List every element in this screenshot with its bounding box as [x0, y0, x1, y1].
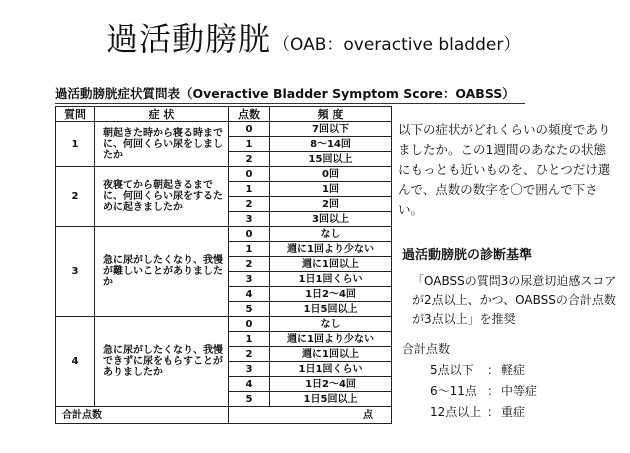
question-symptom: 急に尿がしたくなり、我慢できずに尿をもらすことがありましたか: [95, 317, 229, 407]
points-cell: 1: [229, 137, 270, 152]
frequency-cell: 週に1回より少ない: [270, 242, 392, 257]
criteria-text: 「OABSSの質問3の尿意切迫感スコアが2点以上、かつ、OABSSの合計点数が3点以上」を推奨: [412, 274, 617, 326]
total-row: [56, 407, 392, 424]
criteria-heading: 過活動膀胱の診断基準: [402, 248, 533, 263]
points-cell: 2: [229, 257, 270, 272]
points-cell: 2: [229, 197, 270, 212]
list-item: [430, 402, 537, 423]
table-row: [56, 122, 392, 137]
frequency-cell: 1日2〜4回: [270, 287, 392, 302]
points-cell: 1: [229, 242, 270, 257]
frequency-cell: 週に1回以上: [270, 257, 392, 272]
frequency-cell: 1日1回くらい: [270, 272, 392, 287]
frequency-cell: なし: [270, 227, 392, 242]
list-item: [430, 360, 537, 381]
points-cell: 0: [229, 122, 270, 137]
points-cell: 0: [229, 317, 270, 332]
points-cell: 2: [229, 347, 270, 362]
header-frequency: 頻 度: [270, 107, 392, 122]
severity-range: 12点以上: [430, 405, 482, 419]
points-cell: 5: [229, 302, 270, 317]
table-title: 過活動膀胱症状質問表（Overactive Bladder Symptom Score：OABSS）: [55, 84, 525, 104]
question-number: 4: [56, 317, 95, 407]
severity-label: 中等症: [501, 384, 538, 398]
total-label: 合計点数: [56, 407, 229, 424]
severity-colon: ：: [487, 405, 500, 419]
severity-title: 合計点数: [402, 342, 451, 356]
points-cell: 5: [229, 392, 270, 407]
header-points: 点数: [229, 107, 270, 122]
title-main: 過活動膀胱: [106, 20, 272, 58]
question-symptom: 夜寝てから朝起きるまでに、何回くらい尿をするために起きましたか: [95, 167, 229, 227]
frequency-cell: 週に1回より少ない: [270, 332, 392, 347]
header-symptom: 症 状: [95, 107, 229, 122]
page-title: [106, 14, 520, 60]
table-row: [56, 167, 392, 182]
frequency-cell: 2回: [270, 197, 392, 212]
severity-range: 6〜11点: [430, 384, 477, 398]
points-cell: 1: [229, 182, 270, 197]
question-number: 1: [56, 122, 95, 167]
points-cell: 4: [229, 377, 270, 392]
title-sub: （OAB：overactive bladder）: [273, 35, 521, 55]
frequency-cell: 1日2〜4回: [270, 377, 392, 392]
severity-range: 5点以下: [430, 363, 474, 377]
header-question: 質問: [56, 107, 95, 122]
total-unit: 点: [229, 407, 392, 424]
list-item: [430, 381, 537, 402]
question-symptom: 急に尿がしたくなり、我慢が難しいことがありましたか: [95, 227, 229, 317]
frequency-cell: 1日5回以上: [270, 302, 392, 317]
question-symptom: 朝起きた時から寝る時までに、何回くらい尿をしましたか: [95, 122, 229, 167]
severity-label: 重症: [501, 405, 526, 419]
frequency-cell: 15回以上: [270, 152, 392, 167]
severity-list: [430, 360, 537, 423]
oabss-table: [55, 106, 392, 424]
question-number: 2: [56, 167, 95, 227]
instructions-text: 以下の症状がどれくらいの頻度でありましたか。この1週間のあなたの状態にもっとも近いものを、ひとつだけ選んで、点数の数字を〇で囲んで下さい。: [398, 122, 611, 217]
severity-colon: ：: [487, 363, 500, 377]
table-row: [56, 227, 392, 242]
points-cell: 1: [229, 332, 270, 347]
question-number: 3: [56, 227, 95, 317]
severity-label: 軽症: [501, 363, 526, 377]
points-cell: 2: [229, 152, 270, 167]
frequency-cell: 1日5回以上: [270, 392, 392, 407]
points-cell: 3: [229, 212, 270, 227]
frequency-cell: 3回以上: [270, 212, 392, 227]
frequency-cell: 1日1回くらい: [270, 362, 392, 377]
table-row: [56, 317, 392, 332]
frequency-cell: 7回以下: [270, 122, 392, 137]
points-cell: 3: [229, 272, 270, 287]
frequency-cell: 1回: [270, 182, 392, 197]
frequency-cell: 週に1回以上: [270, 347, 392, 362]
points-cell: 0: [229, 227, 270, 242]
frequency-cell: 0回: [270, 167, 392, 182]
points-cell: 0: [229, 167, 270, 182]
frequency-cell: 8〜14回: [270, 137, 392, 152]
severity-colon: ：: [487, 384, 500, 398]
frequency-cell: なし: [270, 317, 392, 332]
points-cell: 3: [229, 362, 270, 377]
table-header-row: [56, 107, 392, 122]
points-cell: 4: [229, 287, 270, 302]
